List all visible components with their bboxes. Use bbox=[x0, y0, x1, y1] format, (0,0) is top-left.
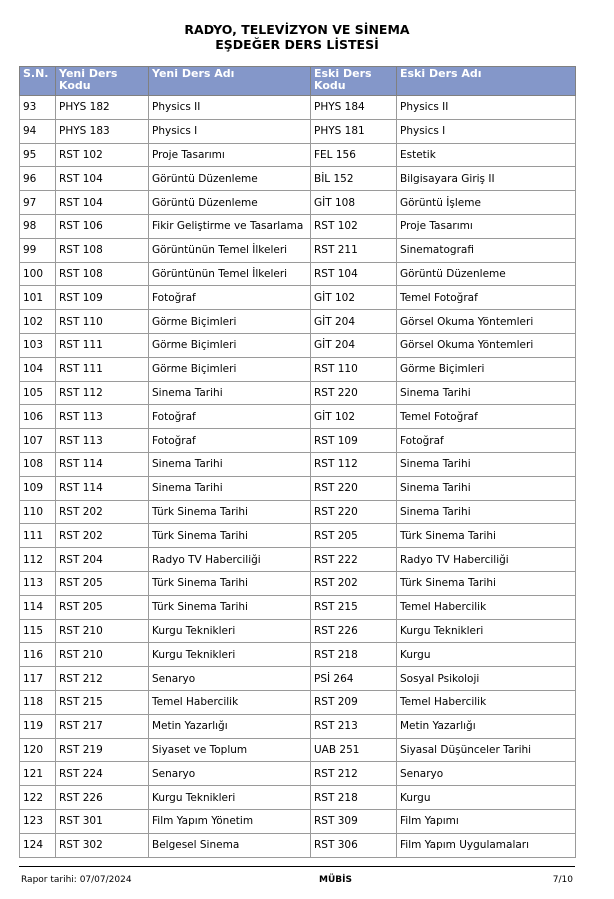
cell-old-code: RST 102 bbox=[311, 214, 397, 238]
report-date: Rapor tarihi: 07/07/2024 bbox=[21, 875, 132, 885]
cell-new-name: Türk Sinema Tarihi bbox=[149, 595, 311, 619]
cell-new-name: Kurgu Teknikleri bbox=[149, 643, 311, 667]
cell-old-name: Görme Biçimleri bbox=[397, 357, 576, 381]
cell-sn: 121 bbox=[20, 762, 56, 786]
table-row bbox=[20, 619, 576, 643]
table-row bbox=[20, 833, 576, 857]
cell-old-code: RST 309 bbox=[311, 809, 397, 833]
cell-old-code: PSİ 264 bbox=[311, 667, 397, 691]
cell-old-name: Görüntü Düzenleme bbox=[397, 262, 576, 286]
cell-new-name: Siyaset ve Toplum bbox=[149, 738, 311, 762]
cell-sn: 122 bbox=[20, 786, 56, 810]
table-row bbox=[20, 762, 576, 786]
table-row bbox=[20, 809, 576, 833]
cell-new-name: Radyo TV Haberciliği bbox=[149, 548, 311, 572]
cell-new-code: RST 106 bbox=[56, 214, 149, 238]
cell-old-code: RST 215 bbox=[311, 595, 397, 619]
system-name: MÜBİS bbox=[319, 875, 352, 885]
cell-new-code: RST 114 bbox=[56, 476, 149, 500]
cell-old-name: Sinema Tarihi bbox=[397, 381, 576, 405]
cell-new-name: Film Yapım Yönetim bbox=[149, 809, 311, 833]
cell-new-name: Sinema Tarihi bbox=[149, 476, 311, 500]
cell-old-name: Senaryo bbox=[397, 762, 576, 786]
cell-old-name: Sinema Tarihi bbox=[397, 452, 576, 476]
cell-new-code: RST 102 bbox=[56, 143, 149, 167]
cell-new-code: RST 301 bbox=[56, 809, 149, 833]
cell-new-code: PHYS 182 bbox=[56, 96, 149, 120]
table-row bbox=[20, 714, 576, 738]
cell-new-name: Görüntü Düzenleme bbox=[149, 191, 311, 215]
cell-new-code: RST 108 bbox=[56, 238, 149, 262]
cell-new-code: RST 215 bbox=[56, 690, 149, 714]
table-row bbox=[20, 119, 576, 143]
cell-old-code: RST 202 bbox=[311, 571, 397, 595]
cell-sn: 110 bbox=[20, 500, 56, 524]
table-row bbox=[20, 452, 576, 476]
cell-sn: 99 bbox=[20, 238, 56, 262]
cell-new-name: Görüntünün Temel İlkeleri bbox=[149, 238, 311, 262]
cell-old-code: RST 226 bbox=[311, 619, 397, 643]
header-new-code: Yeni Ders Kodu bbox=[56, 67, 149, 96]
cell-old-code: RST 109 bbox=[311, 429, 397, 453]
cell-old-code: RST 104 bbox=[311, 262, 397, 286]
cell-new-name: Türk Sinema Tarihi bbox=[149, 524, 311, 548]
cell-new-code: RST 204 bbox=[56, 548, 149, 572]
document-title bbox=[0, 22, 594, 52]
cell-old-name: Sinematografi bbox=[397, 238, 576, 262]
cell-new-code: RST 205 bbox=[56, 595, 149, 619]
cell-new-name: Kurgu Teknikleri bbox=[149, 619, 311, 643]
header-sn: S.N. bbox=[20, 67, 56, 96]
cell-new-code: RST 112 bbox=[56, 381, 149, 405]
cell-old-name: Türk Sinema Tarihi bbox=[397, 524, 576, 548]
equivalent-courses-table bbox=[19, 66, 576, 858]
cell-new-code: RST 217 bbox=[56, 714, 149, 738]
cell-old-name: Metin Yazarlığı bbox=[397, 714, 576, 738]
cell-new-name: Physics II bbox=[149, 96, 311, 120]
table-row bbox=[20, 286, 576, 310]
table-row bbox=[20, 643, 576, 667]
cell-old-name: Sinema Tarihi bbox=[397, 500, 576, 524]
cell-old-name: Görsel Okuma Yöntemleri bbox=[397, 333, 576, 357]
cell-old-name: Temel Fotoğraf bbox=[397, 286, 576, 310]
cell-old-code: RST 220 bbox=[311, 381, 397, 405]
header-old-name: Eski Ders Adı bbox=[397, 67, 576, 96]
table-row bbox=[20, 548, 576, 572]
cell-new-code: RST 111 bbox=[56, 333, 149, 357]
table-row bbox=[20, 214, 576, 238]
cell-new-name: Metin Yazarlığı bbox=[149, 714, 311, 738]
cell-old-name: Radyo TV Haberciliği bbox=[397, 548, 576, 572]
cell-sn: 105 bbox=[20, 381, 56, 405]
cell-new-code: RST 114 bbox=[56, 452, 149, 476]
cell-sn: 102 bbox=[20, 310, 56, 334]
table-row bbox=[20, 310, 576, 334]
cell-new-name: Kurgu Teknikleri bbox=[149, 786, 311, 810]
cell-sn: 109 bbox=[20, 476, 56, 500]
cell-new-code: RST 113 bbox=[56, 429, 149, 453]
cell-sn: 100 bbox=[20, 262, 56, 286]
table-header bbox=[20, 67, 576, 96]
cell-old-name: Physics I bbox=[397, 119, 576, 143]
cell-old-code: UAB 251 bbox=[311, 738, 397, 762]
cell-sn: 98 bbox=[20, 214, 56, 238]
cell-old-name: Türk Sinema Tarihi bbox=[397, 571, 576, 595]
cell-old-name: Temel Habercilik bbox=[397, 595, 576, 619]
page-number: 7/10 bbox=[552, 875, 573, 885]
cell-sn: 97 bbox=[20, 191, 56, 215]
table-row bbox=[20, 786, 576, 810]
table-row bbox=[20, 357, 576, 381]
cell-new-code: RST 202 bbox=[56, 500, 149, 524]
cell-old-code: GİT 204 bbox=[311, 333, 397, 357]
cell-old-code: GİT 108 bbox=[311, 191, 397, 215]
cell-sn: 106 bbox=[20, 405, 56, 429]
cell-new-name: Görme Biçimleri bbox=[149, 357, 311, 381]
cell-old-code: RST 110 bbox=[311, 357, 397, 381]
cell-old-code: GİT 102 bbox=[311, 286, 397, 310]
cell-old-code: BİL 152 bbox=[311, 167, 397, 191]
cell-new-name: Fotoğraf bbox=[149, 405, 311, 429]
cell-old-name: Bilgisayara Giriş II bbox=[397, 167, 576, 191]
cell-old-name: Estetik bbox=[397, 143, 576, 167]
cell-new-name: Proje Tasarımı bbox=[149, 143, 311, 167]
cell-sn: 95 bbox=[20, 143, 56, 167]
cell-sn: 101 bbox=[20, 286, 56, 310]
cell-old-code: RST 205 bbox=[311, 524, 397, 548]
cell-old-name: Film Yapım Uygulamaları bbox=[397, 833, 576, 857]
cell-new-code: RST 226 bbox=[56, 786, 149, 810]
cell-old-name: Kurgu bbox=[397, 786, 576, 810]
cell-old-name: Sinema Tarihi bbox=[397, 476, 576, 500]
cell-new-code: RST 210 bbox=[56, 619, 149, 643]
cell-new-code: RST 219 bbox=[56, 738, 149, 762]
cell-sn: 115 bbox=[20, 619, 56, 643]
table-row bbox=[20, 262, 576, 286]
table-row bbox=[20, 238, 576, 262]
cell-sn: 117 bbox=[20, 667, 56, 691]
cell-old-name: Proje Tasarımı bbox=[397, 214, 576, 238]
cell-new-name: Senaryo bbox=[149, 667, 311, 691]
cell-old-code: RST 112 bbox=[311, 452, 397, 476]
title-line-1: RADYO, TELEVİZYON VE SİNEMA bbox=[184, 22, 410, 37]
cell-sn: 114 bbox=[20, 595, 56, 619]
cell-old-code: RST 213 bbox=[311, 714, 397, 738]
cell-old-code: PHYS 184 bbox=[311, 96, 397, 120]
cell-old-code: RST 212 bbox=[311, 762, 397, 786]
table-row bbox=[20, 667, 576, 691]
cell-new-code: RST 113 bbox=[56, 405, 149, 429]
cell-old-code: RST 218 bbox=[311, 643, 397, 667]
cell-new-code: RST 104 bbox=[56, 167, 149, 191]
cell-new-name: Sinema Tarihi bbox=[149, 381, 311, 405]
cell-old-code: FEL 156 bbox=[311, 143, 397, 167]
cell-old-name: Görüntü İşleme bbox=[397, 191, 576, 215]
table-row bbox=[20, 738, 576, 762]
cell-new-name: Belgesel Sinema bbox=[149, 833, 311, 857]
table-row bbox=[20, 500, 576, 524]
cell-new-name: Türk Sinema Tarihi bbox=[149, 500, 311, 524]
cell-old-name: Fotoğraf bbox=[397, 429, 576, 453]
cell-new-code: PHYS 183 bbox=[56, 119, 149, 143]
cell-new-name: Fikir Geliştirme ve Tasarlama bbox=[149, 214, 311, 238]
table-row bbox=[20, 476, 576, 500]
cell-sn: 104 bbox=[20, 357, 56, 381]
cell-new-name: Temel Habercilik bbox=[149, 690, 311, 714]
cell-new-name: Physics I bbox=[149, 119, 311, 143]
table-body bbox=[20, 96, 576, 858]
cell-old-name: Kurgu bbox=[397, 643, 576, 667]
cell-old-name: Görsel Okuma Yöntemleri bbox=[397, 310, 576, 334]
cell-old-name: Kurgu Teknikleri bbox=[397, 619, 576, 643]
cell-sn: 108 bbox=[20, 452, 56, 476]
cell-sn: 107 bbox=[20, 429, 56, 453]
cell-new-code: RST 104 bbox=[56, 191, 149, 215]
cell-old-code: RST 222 bbox=[311, 548, 397, 572]
cell-new-code: RST 110 bbox=[56, 310, 149, 334]
cell-new-name: Fotoğraf bbox=[149, 286, 311, 310]
cell-sn: 96 bbox=[20, 167, 56, 191]
table-row bbox=[20, 524, 576, 548]
cell-old-code: RST 209 bbox=[311, 690, 397, 714]
title-line-2: EŞDEĞER DERS LİSTESİ bbox=[215, 37, 379, 52]
cell-sn: 116 bbox=[20, 643, 56, 667]
cell-old-code: RST 306 bbox=[311, 833, 397, 857]
cell-sn: 119 bbox=[20, 714, 56, 738]
cell-sn: 123 bbox=[20, 809, 56, 833]
cell-sn: 124 bbox=[20, 833, 56, 857]
cell-old-code: RST 220 bbox=[311, 500, 397, 524]
cell-old-name: Film Yapımı bbox=[397, 809, 576, 833]
cell-new-code: RST 302 bbox=[56, 833, 149, 857]
cell-sn: 94 bbox=[20, 119, 56, 143]
table-row bbox=[20, 143, 576, 167]
table-row bbox=[20, 571, 576, 595]
table-row bbox=[20, 690, 576, 714]
header-row bbox=[20, 67, 576, 96]
table-row bbox=[20, 429, 576, 453]
cell-old-name: Siyasal Düşünceler Tarihi bbox=[397, 738, 576, 762]
cell-sn: 103 bbox=[20, 333, 56, 357]
cell-new-code: RST 108 bbox=[56, 262, 149, 286]
cell-old-name: Physics II bbox=[397, 96, 576, 120]
table-row bbox=[20, 191, 576, 215]
table-row bbox=[20, 96, 576, 120]
cell-new-name: Görme Biçimleri bbox=[149, 310, 311, 334]
cell-old-code: PHYS 181 bbox=[311, 119, 397, 143]
cell-sn: 112 bbox=[20, 548, 56, 572]
header-old-code: Eski Ders Kodu bbox=[311, 67, 397, 96]
table-row bbox=[20, 405, 576, 429]
cell-new-name: Türk Sinema Tarihi bbox=[149, 571, 311, 595]
cell-new-name: Görüntü Düzenleme bbox=[149, 167, 311, 191]
cell-old-code: RST 211 bbox=[311, 238, 397, 262]
cell-old-code: RST 220 bbox=[311, 476, 397, 500]
cell-new-name: Senaryo bbox=[149, 762, 311, 786]
table-row bbox=[20, 333, 576, 357]
cell-sn: 111 bbox=[20, 524, 56, 548]
cell-new-code: RST 224 bbox=[56, 762, 149, 786]
header-new-name: Yeni Ders Adı bbox=[149, 67, 311, 96]
cell-new-name: Görme Biçimleri bbox=[149, 333, 311, 357]
cell-new-name: Fotoğraf bbox=[149, 429, 311, 453]
cell-old-name: Sosyal Psikoloji bbox=[397, 667, 576, 691]
cell-new-code: RST 111 bbox=[56, 357, 149, 381]
cell-new-name: Görüntünün Temel İlkeleri bbox=[149, 262, 311, 286]
cell-sn: 113 bbox=[20, 571, 56, 595]
cell-new-code: RST 205 bbox=[56, 571, 149, 595]
cell-old-code: GİT 204 bbox=[311, 310, 397, 334]
cell-old-code: GİT 102 bbox=[311, 405, 397, 429]
cell-sn: 120 bbox=[20, 738, 56, 762]
cell-new-code: RST 109 bbox=[56, 286, 149, 310]
footer-divider bbox=[19, 866, 575, 867]
table-row bbox=[20, 167, 576, 191]
cell-sn: 93 bbox=[20, 96, 56, 120]
cell-new-code: RST 202 bbox=[56, 524, 149, 548]
table-row bbox=[20, 381, 576, 405]
cell-old-code: RST 218 bbox=[311, 786, 397, 810]
cell-old-name: Temel Habercilik bbox=[397, 690, 576, 714]
cell-old-name: Temel Fotoğraf bbox=[397, 405, 576, 429]
table-row bbox=[20, 595, 576, 619]
cell-new-code: RST 210 bbox=[56, 643, 149, 667]
cell-sn: 118 bbox=[20, 690, 56, 714]
cell-new-code: RST 212 bbox=[56, 667, 149, 691]
cell-new-name: Sinema Tarihi bbox=[149, 452, 311, 476]
